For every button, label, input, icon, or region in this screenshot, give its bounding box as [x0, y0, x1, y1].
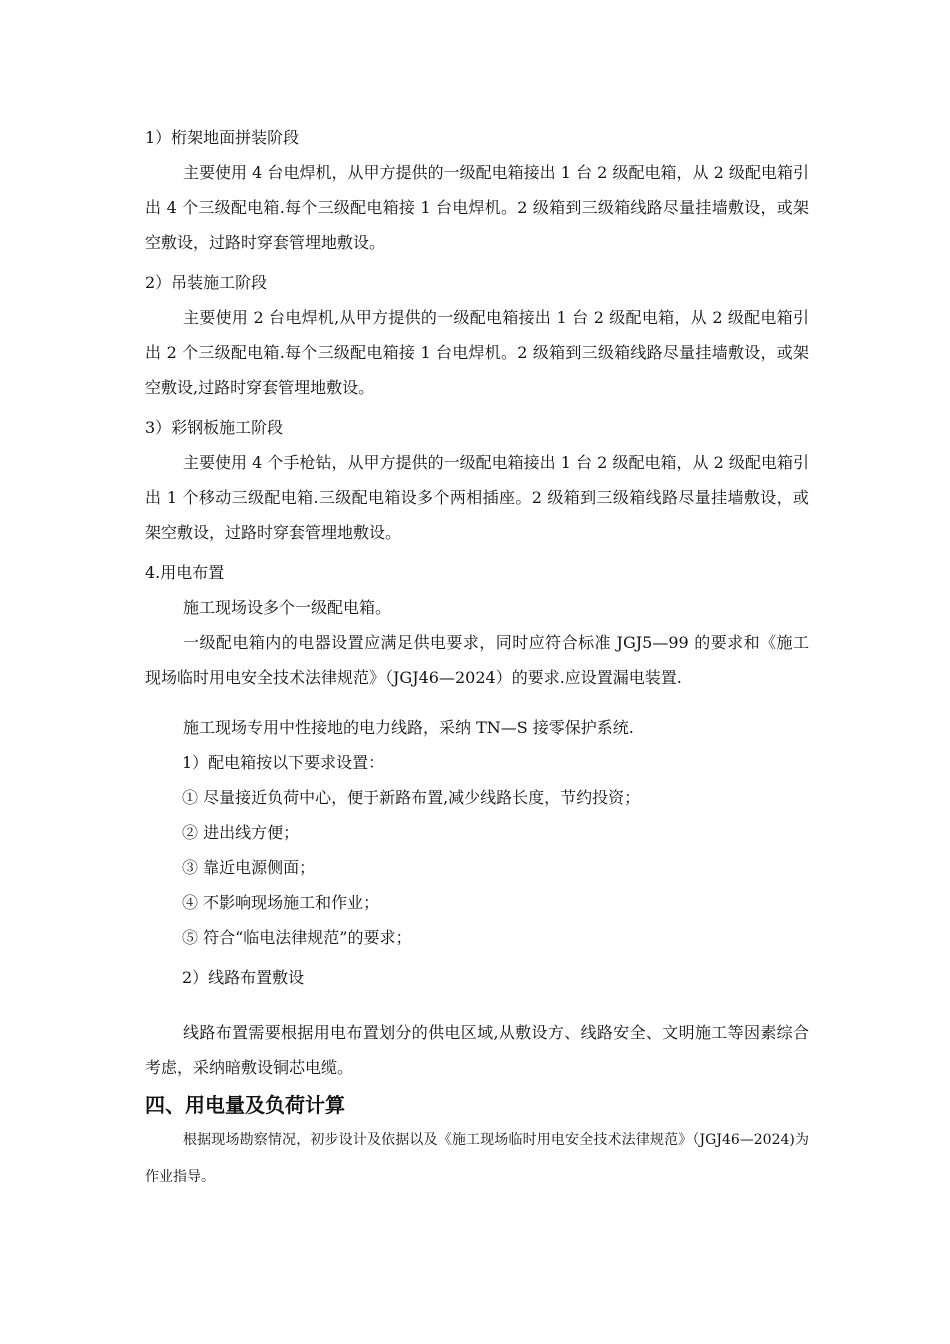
section-1-body: 主要使用 4 台电焊机，从甲方提供的一级配电箱接出 1 台 2 级配电箱，从 2 级配电箱引出 4 个三级配电箱.每个三级配电箱接 1 台电焊机。2 级箱到三级箱线路尽量挂墙敷设，或架空敷设，过路时穿套管埋地敷设。 — [145, 163, 809, 252]
section-1-title: 1）桁架地面拼装阶段 — [145, 128, 300, 147]
section-2-body: 主要使用 2 台电焊机,从甲方提供的一级配电箱接出 1 台 2 级配电箱，从 2 级配电箱引出 2 个三级配电箱.每个三级配电箱接 1 台电焊机。2 级箱到三级箱线路尽量挂墙敷设，或架空敷设,过路时穿套管埋地敷设。 — [145, 308, 809, 397]
section-4-para-2: 一级配电箱内的电器设置应满足供电要求，同时应符合标准 JGJ5—99 的要求和《施工现场临时用电安全技术法律规范》（JGJ46—2024）的要求.应设置漏电装置. — [145, 633, 809, 687]
section-4-title: 4.用电布置 — [145, 563, 225, 582]
section-2-title: 2）吊装施工阶段 — [145, 273, 268, 292]
chapter-4-heading: 四、用电量及负荷计算 — [145, 1093, 345, 1117]
section-4-para-3: 施工现场专用中性接地的电力线路，采纳 TN—S 接零保护系统. — [183, 718, 634, 737]
chapter-4-body: 根据现场勘察情况，初步设计及依据以及《施工现场临时用电安全技术法律规范》（JGJ46—2024)为作业指导。 — [145, 1132, 809, 1185]
section-3-body: 主要使用 4 个手枪钻，从甲方提供的一级配电箱接出 1 台 2 级配电箱，从 2 级配电箱引出 1 个移动三级配电箱.三级配电箱设多个两相插座。2 级箱到三级箱线路尽量挂墙敷设，或架空敷设，过路时穿套管埋地敷设。 — [145, 453, 809, 542]
section-3-title: 3）彩钢板施工阶段 — [145, 418, 284, 437]
list-item: ⑤ 符合“临电法律规范”的要求； — [182, 928, 412, 947]
distribution-box-list-title: 1）配电箱按以下要求设置： — [182, 753, 385, 772]
list-item: ④ 不影响现场施工和作业； — [182, 893, 380, 912]
line-layout-title: 2）线路布置敷设 — [182, 968, 305, 987]
list-item: ② 进出线方便； — [182, 823, 300, 842]
section-4-para-1: 施工现场设多个一级配电箱。 — [183, 598, 392, 617]
list-item: ③ 靠近电源侧面； — [182, 858, 316, 877]
list-item: ① 尽量接近负荷中心，便于新路布置,减少线路长度，节约投资； — [182, 788, 641, 807]
line-layout-body: 线路布置需要根据用电布置划分的供电区域,从敷设方、线路安全、文明施工等因素综合考虑，采纳暗敷设铜芯电缆。 — [145, 1023, 809, 1077]
